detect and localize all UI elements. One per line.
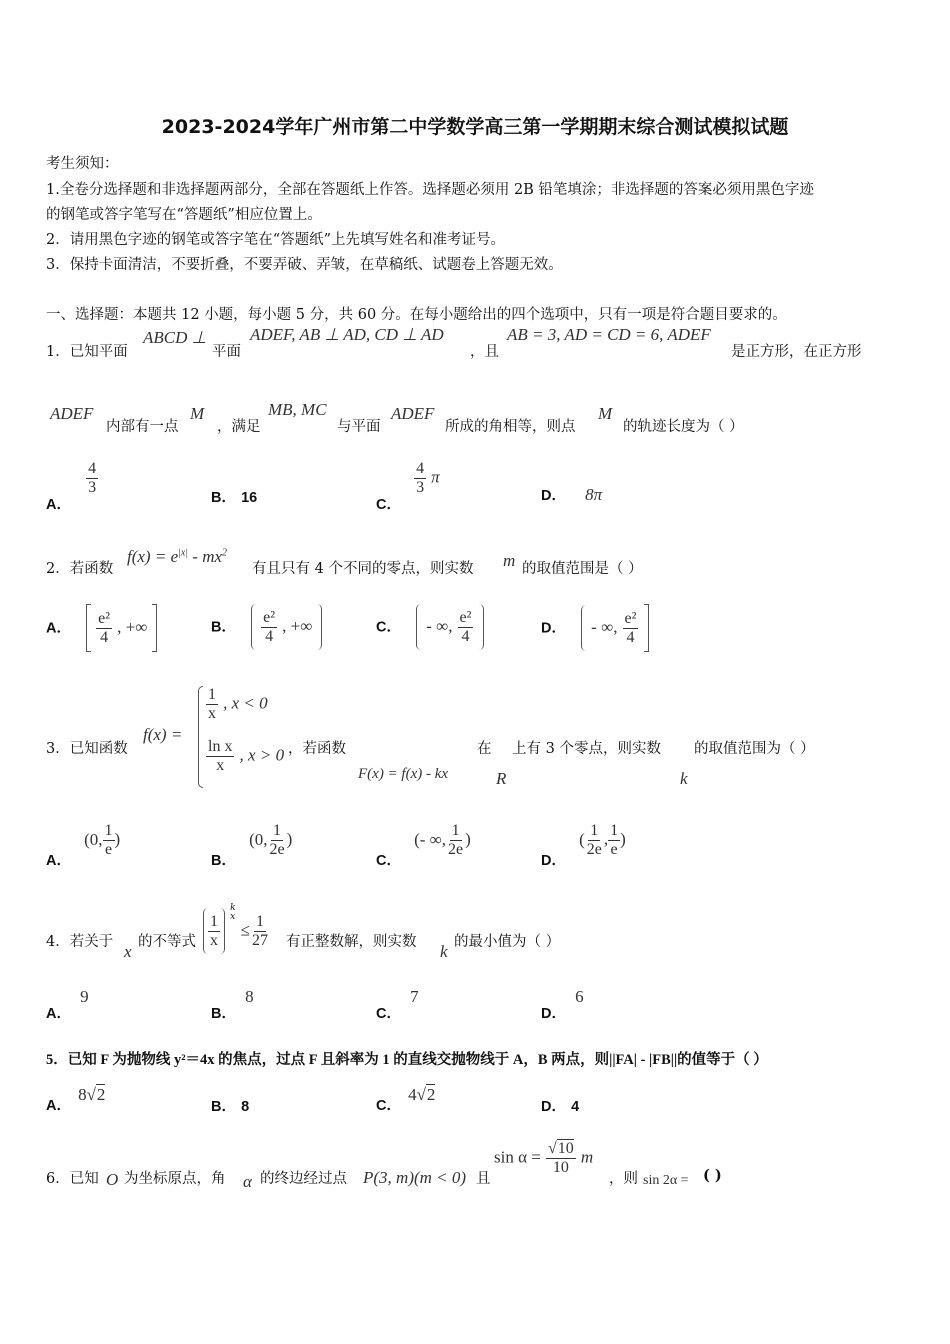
q1-option-d[interactable] bbox=[541, 484, 602, 505]
q2-text-1: 2．若函数 bbox=[46, 561, 114, 577]
q3-option-d-tail: ) bbox=[620, 829, 626, 849]
q3-option-d-num-2: 1 bbox=[610, 822, 619, 839]
q2-option-a-frac bbox=[96, 610, 112, 646]
q3-case-2 bbox=[206, 738, 284, 774]
q2-option-d-paren-left bbox=[581, 605, 586, 651]
q3-option-a-head: (0, bbox=[84, 829, 103, 849]
q2-math-sup1: |x| bbox=[178, 547, 189, 559]
q4-text-1: 4．若关于 bbox=[46, 934, 114, 950]
q4-text-3: 有正整数解，则实数 bbox=[286, 934, 417, 950]
q5-option-d-label: D． bbox=[541, 1099, 566, 1115]
q3-text-2: ，若函数 bbox=[288, 741, 346, 757]
q3-text-5: 的取值范围为（ ） bbox=[694, 741, 815, 757]
q2-math-sup2: 2 bbox=[222, 547, 228, 559]
q2-option-c-head: - ∞, bbox=[426, 616, 453, 636]
q3-option-b-frac bbox=[268, 822, 287, 858]
q3-option-d-den-2: e bbox=[610, 840, 618, 858]
q2-option-b-paren-right bbox=[317, 604, 322, 650]
q2-option-c-paren-right bbox=[479, 604, 484, 650]
q3-option-a-num: 1 bbox=[104, 822, 113, 839]
q3-option-d-num-1: 1 bbox=[590, 822, 599, 839]
q4-rden: 27 bbox=[252, 931, 268, 949]
q1-math-8: M bbox=[598, 404, 613, 423]
q4-frac-right bbox=[250, 913, 270, 949]
q4-option-b[interactable] bbox=[211, 986, 254, 1022]
q6-frac bbox=[546, 1140, 576, 1176]
q5-option-c-label: C． bbox=[376, 1098, 401, 1114]
q3-option-c-label: C． bbox=[376, 852, 401, 869]
q2-option-c[interactable] bbox=[376, 604, 484, 650]
q1-option-a-label: A． bbox=[46, 496, 71, 513]
q1-option-a-den: 3 bbox=[88, 478, 97, 496]
q3-case-1-frac bbox=[206, 686, 218, 722]
q1-math-6: MB, MC bbox=[268, 400, 327, 419]
q4-option-b-value: 8 bbox=[245, 987, 254, 1006]
q2-option-d-den: 4 bbox=[626, 628, 635, 646]
q4-exp-x: x bbox=[230, 911, 236, 922]
q2-option-a[interactable] bbox=[46, 604, 157, 652]
section-heading: 一、选择题：本题共 12 小题，每小题 5 分，共 60 分。在每小题给出的四个选项中，只有一项是符合题目要求的。 bbox=[46, 307, 787, 323]
q1-option-c-label: C． bbox=[376, 496, 401, 513]
notice-heading: 考生须知： bbox=[46, 156, 119, 172]
q1-math-4: ADEF bbox=[50, 404, 94, 423]
q3-option-b-den: 2e bbox=[269, 840, 285, 858]
q4-paren-right bbox=[220, 908, 225, 954]
q4-option-a-label: A． bbox=[46, 1006, 71, 1022]
q5-option-c-rad: 2 bbox=[426, 1085, 436, 1104]
q3-option-d-head: ( bbox=[579, 829, 585, 849]
q2-math-1 bbox=[127, 547, 227, 567]
q4-option-c[interactable] bbox=[376, 986, 419, 1022]
q6-text-5: ，则 bbox=[609, 1171, 638, 1187]
q6-num bbox=[546, 1140, 576, 1159]
q2-option-c-frac bbox=[458, 609, 474, 645]
q2-option-d-bracket-right bbox=[644, 604, 649, 652]
q5-option-c-sqrt-icon: √ bbox=[416, 1085, 426, 1104]
q1-option-c-den: 3 bbox=[416, 478, 425, 496]
q3-option-c-head: (- ∞, bbox=[414, 829, 447, 849]
q6-math-alpha: α bbox=[243, 1172, 252, 1191]
q2-option-c-paren-left bbox=[416, 604, 421, 650]
q2-math-fx: f(x) = e bbox=[127, 547, 179, 566]
q3-case-1-cond: , x < 0 bbox=[223, 693, 268, 713]
q4-option-b-label: B． bbox=[211, 1006, 236, 1022]
q1-option-c-frac bbox=[414, 460, 426, 496]
q2-text-2: 有且只有 4 个不同的零点，则实数 bbox=[252, 561, 474, 577]
q1-text-1: 1．已知平面 bbox=[46, 344, 128, 360]
q4-exponent bbox=[230, 904, 235, 922]
q6-math-P: P(3, m)(m < 0) bbox=[363, 1168, 467, 1187]
q3-case-2-cond: , x > 0 bbox=[239, 745, 285, 765]
q1-option-b-value: 16 bbox=[241, 490, 258, 506]
q2-option-b-label: B． bbox=[211, 619, 236, 636]
q5-option-a[interactable] bbox=[46, 1084, 106, 1114]
q6-text-6: ( ) bbox=[703, 1167, 722, 1184]
q4-option-a[interactable] bbox=[46, 986, 89, 1022]
q2-option-a-bracket-left bbox=[86, 604, 91, 652]
q3-case-brace bbox=[198, 686, 203, 788]
q2-option-d-head: - ∞, bbox=[591, 617, 618, 637]
q3-option-a-label: A． bbox=[46, 852, 71, 869]
q4-inequality bbox=[203, 902, 270, 954]
q1-math-7: ADEF bbox=[391, 404, 435, 423]
q2-option-c-num: e² bbox=[459, 608, 472, 626]
q6-math-m: m bbox=[580, 1147, 594, 1167]
q1-text-7: 与平面 bbox=[337, 419, 381, 435]
notice-item-3: 3．保持卡面清洁，不要折叠，不要弄破、弄皱，在草稿纸、试题卷上答题无效。 bbox=[46, 257, 563, 273]
q1-option-d-value: 8π bbox=[585, 485, 603, 504]
q3-option-b-num: 1 bbox=[273, 822, 282, 839]
q6-math-sin2a: sin 2α = bbox=[643, 1173, 689, 1188]
q2-text-3: 的取值范围是（ ） bbox=[522, 561, 643, 577]
q1-math-5: M bbox=[190, 404, 205, 423]
q3-option-c[interactable] bbox=[376, 822, 471, 869]
q5-option-d-value: 4 bbox=[571, 1099, 580, 1115]
q3-option-d-den-1: 2e bbox=[586, 840, 602, 858]
q1-text-9: 的轨迹长度为（ ） bbox=[623, 419, 744, 435]
q3-option-a-den: e bbox=[104, 840, 113, 858]
q1-text-3: ，且 bbox=[470, 344, 499, 360]
q3-option-d[interactable] bbox=[541, 822, 626, 869]
q6-den: 10 bbox=[552, 1158, 569, 1176]
q2-option-d[interactable] bbox=[541, 604, 649, 652]
q1-option-a-num: 4 bbox=[88, 460, 97, 477]
q1-text-4: 是正方形，在正方形 bbox=[731, 344, 862, 360]
q5-option-a-rad: 2 bbox=[96, 1085, 106, 1104]
q3-case-2-den: x bbox=[216, 756, 225, 774]
q3-text-1: 3．已知函数 bbox=[46, 741, 128, 757]
q3-case-1-num: 1 bbox=[208, 686, 216, 703]
q1-math-1: ABCD ⊥ bbox=[143, 328, 207, 347]
q2-option-c-label: C． bbox=[376, 619, 401, 636]
q2-option-b-frac bbox=[261, 609, 277, 645]
q3-case-2-num: ln x bbox=[208, 738, 233, 755]
q1-option-b[interactable] bbox=[211, 486, 257, 507]
q3-option-b[interactable] bbox=[211, 822, 293, 869]
q1-option-c-num: 4 bbox=[416, 460, 425, 477]
notice-item-1-cont: 的钢笔或答字笔写在“答题纸”相应位置上。 bbox=[46, 207, 322, 223]
q2-option-a-num: e² bbox=[98, 609, 111, 627]
q1-option-c[interactable] bbox=[376, 460, 440, 513]
q3-option-b-label: B． bbox=[211, 852, 236, 869]
q6-text-3: 的终边经过点 bbox=[260, 1171, 347, 1187]
q4-option-c-value: 7 bbox=[410, 987, 419, 1006]
q4-le: ≤ bbox=[240, 920, 250, 940]
q2-option-b-tail: , +∞ bbox=[282, 616, 313, 636]
q4-rnum: 1 bbox=[256, 912, 264, 930]
q3-math-F: F(x) = f(x) - kx bbox=[358, 766, 449, 782]
q3-option-c-den: 2e bbox=[448, 840, 464, 858]
q4-text-2: 的不等式 bbox=[138, 934, 196, 950]
q4-text-4: 的最小值为（ ） bbox=[454, 934, 561, 950]
q2-math-m: m bbox=[503, 551, 516, 570]
q1-math-2: ADEF, AB ⊥ AD, CD ⊥ AD bbox=[250, 325, 444, 344]
q4-option-c-label: C． bbox=[376, 1006, 401, 1022]
q5-option-d[interactable] bbox=[541, 1095, 579, 1116]
q4-frac-left bbox=[208, 913, 220, 949]
q5-option-b-value: 8 bbox=[241, 1099, 250, 1115]
q1-text-6: ，满足 bbox=[217, 419, 261, 435]
q4-exp-k: k bbox=[230, 902, 236, 913]
q3-math-k: k bbox=[680, 769, 688, 788]
q2-option-b-paren-left bbox=[251, 604, 256, 650]
q2-option-c-den: 4 bbox=[461, 627, 470, 645]
q1-option-a-frac bbox=[86, 460, 98, 496]
q4-den: x bbox=[210, 931, 218, 949]
q5-option-a-sqrt-icon: √ bbox=[86, 1085, 96, 1104]
q3-option-b-tail: ) bbox=[286, 829, 293, 849]
q3-text-3: 在 bbox=[477, 741, 492, 757]
q3-option-c-num: 1 bbox=[451, 822, 460, 839]
q4-option-d-value: 6 bbox=[575, 987, 584, 1006]
q4-math-k: k bbox=[440, 942, 448, 961]
q3-option-a[interactable] bbox=[46, 822, 121, 869]
q2-option-b-den: 4 bbox=[265, 627, 274, 645]
q3-text-4: 上有 3 个零点，则实数 bbox=[512, 741, 661, 757]
q1-text-2: 平面 bbox=[212, 344, 241, 360]
q3-math-f: f(x) = bbox=[143, 725, 183, 744]
q6-sqrt-icon: √ bbox=[547, 1140, 557, 1157]
q3-option-d-frac-2 bbox=[608, 822, 620, 858]
q6-text-4: 且 bbox=[476, 1171, 491, 1187]
q5-option-c[interactable] bbox=[376, 1084, 436, 1114]
q5-option-a-label: A． bbox=[46, 1098, 71, 1114]
q2-option-d-num: e² bbox=[624, 609, 637, 627]
q2-option-a-tail: , +∞ bbox=[117, 617, 148, 637]
q1-text-5: 内部有一点 bbox=[106, 419, 179, 435]
q6-sin-expression bbox=[494, 1140, 593, 1176]
q3-option-d-frac-1 bbox=[585, 822, 604, 858]
q3-case-2-frac bbox=[206, 738, 234, 774]
q5-option-b[interactable] bbox=[211, 1095, 249, 1116]
q2-option-a-label: A． bbox=[46, 620, 71, 637]
q2-option-a-bracket-right bbox=[152, 604, 157, 652]
q3-case-1 bbox=[206, 686, 268, 722]
q4-num: 1 bbox=[210, 912, 218, 930]
q1-math-3: AB = 3, AD = CD = 6, ADEF bbox=[507, 325, 711, 344]
q6-num-rad: 10 bbox=[557, 1140, 574, 1157]
q3-case-1-den: x bbox=[208, 704, 216, 722]
notice-item-1: 1.全卷分选择题和非选择题两部分，全部在答题纸上作答。选择题必须用 2B 铅笔填涂；非选择题的答案必须用黑色字迹 bbox=[46, 182, 814, 198]
q3-option-c-frac bbox=[446, 822, 465, 858]
q3-option-a-frac bbox=[103, 822, 115, 858]
q4-option-a-value: 9 bbox=[80, 987, 89, 1006]
q1-option-c-pi: π bbox=[431, 467, 440, 487]
q3-option-a-tail: ) bbox=[114, 829, 121, 849]
q6-math-O: O bbox=[106, 1170, 119, 1189]
q5-text: 5．已知 F 为抛物线 y²＝4x 的焦点，过点 F 且斜率为 1 的直线交抛物线于 A，B 两点，则||FA| - |FB||的值等于（ ） bbox=[46, 1052, 768, 1068]
q4-math-x: x bbox=[124, 942, 132, 961]
q1-text-8: 所成的角相等，则点 bbox=[445, 419, 576, 435]
q3-option-c-tail: ) bbox=[465, 829, 471, 849]
q6-text-2: 为坐标原点，角 bbox=[124, 1171, 226, 1187]
q4-option-d[interactable] bbox=[541, 986, 584, 1022]
q5-option-a-coef: 8 bbox=[78, 1085, 87, 1104]
q2-option-d-frac bbox=[623, 610, 639, 646]
q2-option-b-num: e² bbox=[263, 608, 276, 626]
notice-item-2: 2．请用黑色字迹的钢笔或答字笔在“答题纸”上先填写姓名和准考证号。 bbox=[46, 232, 506, 248]
q2-option-d-label: D． bbox=[541, 620, 566, 637]
q2-option-b[interactable] bbox=[211, 604, 322, 650]
q1-option-b-label: B． bbox=[211, 490, 236, 506]
q1-option-a[interactable] bbox=[46, 460, 98, 513]
q5-option-c-coef: 4 bbox=[408, 1085, 417, 1104]
q3-option-d-mid: , bbox=[603, 829, 609, 849]
q4-option-d-label: D． bbox=[541, 1006, 566, 1022]
q6-math-sin: sin α = bbox=[494, 1147, 541, 1167]
q3-option-b-head: (0, bbox=[249, 829, 268, 849]
q1-option-d-label: D． bbox=[541, 488, 566, 504]
page-title: 2023-2024学年广州市第二中学数学高三第一学期期末综合测试模拟试题 bbox=[161, 116, 789, 138]
q3-math-R: R bbox=[496, 769, 507, 788]
q3-option-d-label: D． bbox=[541, 852, 566, 869]
q6-text-1: 6．已知 bbox=[46, 1171, 99, 1187]
q5-option-b-label: B． bbox=[211, 1099, 236, 1115]
q2-math-mx: - mx bbox=[192, 547, 223, 566]
q2-option-a-den: 4 bbox=[100, 628, 109, 646]
